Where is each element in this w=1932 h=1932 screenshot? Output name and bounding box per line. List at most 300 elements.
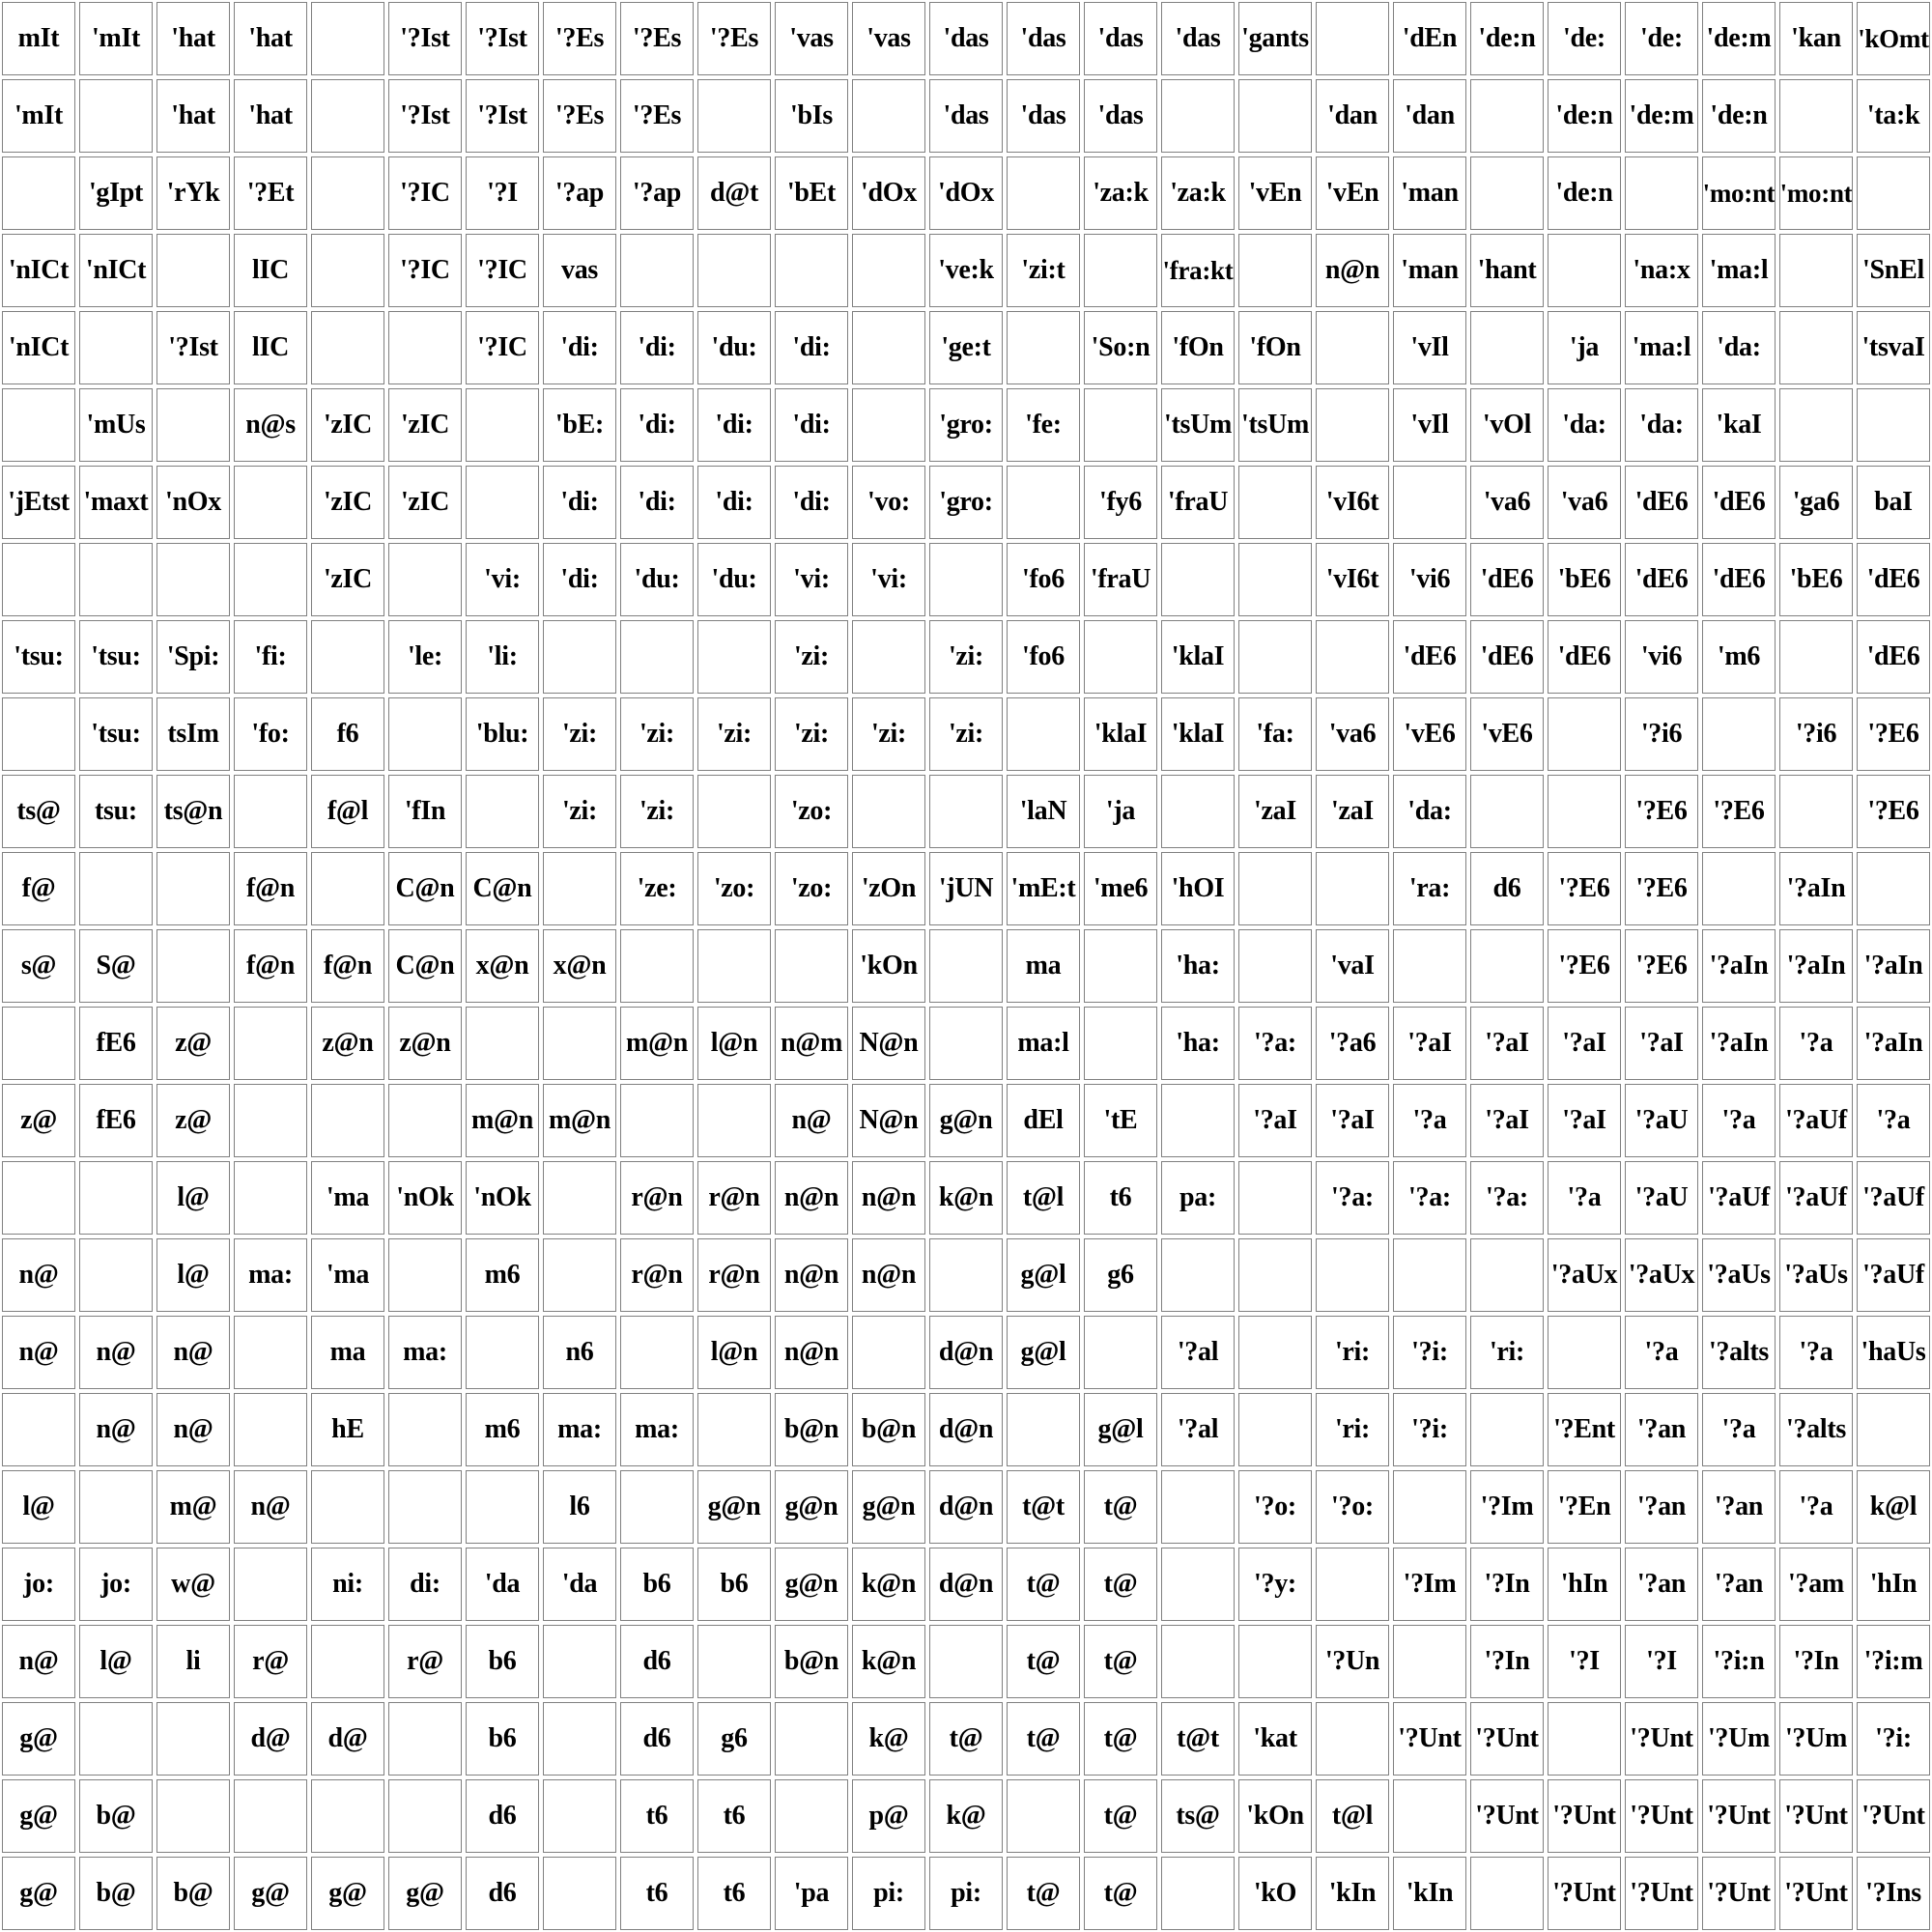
grid-cell: '?al <box>1161 1316 1235 1389</box>
grid-cell <box>2 388 75 462</box>
grid-cell <box>311 1625 384 1698</box>
grid-cell <box>1702 852 1776 925</box>
grid-cell: '?am <box>1779 1548 1853 1621</box>
grid-cell: b@ <box>156 1857 230 1930</box>
grid-cell: 'dan <box>1393 79 1466 153</box>
grid-cell <box>697 1084 771 1157</box>
grid-cell: t6 <box>697 1857 771 1930</box>
grid-cell <box>311 1470 384 1544</box>
grid-cell: 'zi: <box>929 620 1003 694</box>
grid-cell: ma:l <box>1007 1007 1080 1080</box>
grid-cell: 'ra: <box>1393 852 1466 925</box>
grid-cell: 'gro: <box>929 388 1003 462</box>
grid-cell: b6 <box>466 1702 539 1776</box>
grid-cell <box>311 620 384 694</box>
grid-cell: '?i6 <box>1625 697 1698 771</box>
grid-cell: 'nOx <box>156 466 230 539</box>
grid-cell: 'zIC <box>311 466 384 539</box>
grid-cell <box>311 234 384 307</box>
grid-cell: g@ <box>2 1857 75 1930</box>
grid-cell: '?i: <box>1393 1393 1466 1466</box>
grid-cell <box>2 1161 75 1235</box>
grid-cell <box>1470 929 1544 1003</box>
grid-cell: t@ <box>1084 1548 1157 1621</box>
grid-cell: 'kat <box>1238 1702 1312 1776</box>
grid-cell: '?E6 <box>1857 697 1930 771</box>
grid-cell: '?Ent <box>1548 1393 1621 1466</box>
grid-cell <box>79 852 153 925</box>
grid-cell: '?ap <box>543 156 616 230</box>
grid-cell: 'vaI <box>1316 929 1389 1003</box>
grid-cell: 'dE6 <box>1702 466 1776 539</box>
grid-cell: 'vo: <box>852 466 925 539</box>
grid-cell <box>1548 1316 1621 1389</box>
grid-cell <box>311 852 384 925</box>
grid-cell: 'dOx <box>852 156 925 230</box>
grid-cell: '?a: <box>1470 1161 1544 1235</box>
grid-cell <box>1161 1857 1235 1930</box>
grid-cell: 'du: <box>620 543 694 616</box>
grid-cell: n@n <box>775 1238 848 1312</box>
grid-cell: d6 <box>620 1625 694 1698</box>
grid-cell: '?E6 <box>1702 775 1776 848</box>
grid-cell: 'hIn <box>1548 1548 1621 1621</box>
grid-cell: n@ <box>2 1625 75 1698</box>
grid-cell <box>1316 1702 1389 1776</box>
grid-cell <box>79 1470 153 1544</box>
grid-cell: m6 <box>466 1238 539 1312</box>
grid-cell: ma <box>311 1316 384 1389</box>
grid-cell <box>852 775 925 848</box>
grid-cell: '?In <box>1779 1625 1853 1698</box>
grid-cell: 'gants <box>1238 2 1312 75</box>
grid-cell: g@n <box>775 1548 848 1621</box>
grid-cell: fE6 <box>79 1007 153 1080</box>
grid-cell: '?aUx <box>1625 1238 1698 1312</box>
grid-cell: '?Unt <box>1548 1857 1621 1930</box>
grid-cell: l@ <box>156 1161 230 1235</box>
grid-cell: C@n <box>388 929 462 1003</box>
grid-cell: 'za:k <box>1161 156 1235 230</box>
grid-cell: 'nICt <box>79 234 153 307</box>
grid-cell: 'zIC <box>388 466 462 539</box>
grid-cell: 'da: <box>1393 775 1466 848</box>
grid-cell: 'zi: <box>775 620 848 694</box>
grid-cell: m@n <box>543 1084 616 1157</box>
grid-cell: 'dOx <box>929 156 1003 230</box>
grid-cell <box>1238 620 1312 694</box>
grid-cell: 'de:n <box>1548 156 1621 230</box>
grid-cell: 'vI6t <box>1316 543 1389 616</box>
grid-cell: '?I <box>1548 1625 1621 1698</box>
grid-cell: n@m <box>775 1007 848 1080</box>
grid-cell: t@ <box>1084 1625 1157 1698</box>
grid-cell: 'Spi: <box>156 620 230 694</box>
grid-cell: 'das <box>929 2 1003 75</box>
grid-cell: 'hant <box>1470 234 1544 307</box>
grid-cell <box>1084 929 1157 1003</box>
grid-cell: 'di: <box>620 388 694 462</box>
grid-cell <box>1316 1238 1389 1312</box>
grid-cell <box>1470 1393 1544 1466</box>
grid-cell: 'fo: <box>234 697 307 771</box>
grid-cell <box>156 388 230 462</box>
grid-cell: '?Ist <box>388 79 462 153</box>
grid-cell: '?a: <box>1393 1161 1466 1235</box>
grid-cell <box>1007 697 1080 771</box>
grid-cell <box>1238 1393 1312 1466</box>
grid-cell <box>852 620 925 694</box>
grid-cell: '?E6 <box>1548 852 1621 925</box>
grid-cell <box>1779 234 1853 307</box>
grid-cell: '?E6 <box>1857 775 1930 848</box>
grid-cell <box>234 775 307 848</box>
grid-cell: '?a: <box>1238 1007 1312 1080</box>
grid-cell <box>234 1393 307 1466</box>
grid-cell <box>929 1238 1003 1312</box>
grid-cell: 'kIn <box>1393 1857 1466 1930</box>
grid-cell: d6 <box>466 1857 539 1930</box>
grid-cell <box>929 775 1003 848</box>
grid-cell <box>311 156 384 230</box>
grid-cell <box>388 1393 462 1466</box>
grid-cell: 'dE6 <box>1625 466 1698 539</box>
grid-cell: '?a6 <box>1316 1007 1389 1080</box>
grid-cell: n@ <box>2 1238 75 1312</box>
grid-cell: 'tsu: <box>2 620 75 694</box>
grid-cell <box>543 1007 616 1080</box>
grid-cell: t@l <box>1316 1779 1389 1853</box>
grid-cell: 'de:m <box>1625 79 1698 153</box>
grid-cell: ts@ <box>2 775 75 848</box>
grid-cell <box>156 1779 230 1853</box>
grid-cell <box>1470 311 1544 384</box>
grid-cell: 'da: <box>1548 388 1621 462</box>
grid-cell: 'me6 <box>1084 852 1157 925</box>
grid-cell <box>234 466 307 539</box>
grid-cell <box>311 2 384 75</box>
grid-cell: '?ap <box>620 156 694 230</box>
grid-cell: '?i: <box>1857 1702 1930 1776</box>
grid-cell: mIt <box>2 2 75 75</box>
grid-cell: '?E6 <box>1625 929 1698 1003</box>
grid-cell: '?Unt <box>1702 1857 1776 1930</box>
grid-cell: l@n <box>697 1007 771 1080</box>
grid-cell <box>775 929 848 1003</box>
grid-cell: 'di: <box>543 543 616 616</box>
grid-cell: 'laN <box>1007 775 1080 848</box>
grid-cell: '?I <box>466 156 539 230</box>
grid-cell: 'ja <box>1548 311 1621 384</box>
grid-cell: 'di: <box>775 466 848 539</box>
grid-cell: r@n <box>620 1238 694 1312</box>
grid-cell: n@ <box>156 1316 230 1389</box>
grid-cell: t@ <box>1084 1857 1157 1930</box>
grid-cell <box>1470 775 1544 848</box>
grid-cell: 'fi: <box>234 620 307 694</box>
grid-cell <box>1393 466 1466 539</box>
grid-cell <box>234 1084 307 1157</box>
grid-cell <box>1007 1393 1080 1466</box>
grid-cell: 'm6 <box>1702 620 1776 694</box>
grid-cell: 'di: <box>697 388 771 462</box>
grid-cell: 'li: <box>466 620 539 694</box>
grid-cell: C@n <box>388 852 462 925</box>
grid-cell: '?Ist <box>466 2 539 75</box>
grid-cell: 'bEt <box>775 156 848 230</box>
grid-cell: 'va6 <box>1316 697 1389 771</box>
grid-cell: d6 <box>1470 852 1544 925</box>
grid-cell: 'jUN <box>929 852 1003 925</box>
grid-cell: ma <box>1007 929 1080 1003</box>
grid-cell: 'di: <box>697 466 771 539</box>
grid-cell: '?a <box>1625 1316 1698 1389</box>
grid-cell: d@ <box>311 1702 384 1776</box>
grid-cell: d@n <box>929 1548 1003 1621</box>
grid-cell: 'gro: <box>929 466 1003 539</box>
grid-cell: 'zi: <box>852 697 925 771</box>
grid-cell: 'pa <box>775 1857 848 1930</box>
grid-cell: g@ <box>234 1857 307 1930</box>
grid-cell <box>543 1702 616 1776</box>
grid-cell <box>79 311 153 384</box>
grid-cell: 'di: <box>620 466 694 539</box>
grid-cell: 'kIn <box>1316 1857 1389 1930</box>
grid-cell: t@ <box>1084 1702 1157 1776</box>
grid-cell: '?aIn <box>1702 929 1776 1003</box>
grid-cell: 'nICt <box>2 311 75 384</box>
grid-cell <box>1238 543 1312 616</box>
grid-cell: z@n <box>311 1007 384 1080</box>
grid-cell <box>466 388 539 462</box>
grid-cell: 'fo6 <box>1007 543 1080 616</box>
grid-cell: '?Unt <box>1779 1779 1853 1853</box>
grid-cell: '?i:n <box>1702 1625 1776 1698</box>
grid-cell: f@l <box>311 775 384 848</box>
grid-cell: li <box>156 1625 230 1698</box>
grid-cell: '?Im <box>1470 1470 1544 1544</box>
grid-cell: 'zi: <box>620 697 694 771</box>
grid-cell: 'dE6 <box>1857 543 1930 616</box>
grid-cell: 'zaI <box>1238 775 1312 848</box>
grid-cell <box>697 929 771 1003</box>
grid-cell: g@ <box>2 1702 75 1776</box>
grid-cell: 'vi: <box>466 543 539 616</box>
grid-cell: 'de:n <box>1470 2 1544 75</box>
grid-cell: tsu: <box>79 775 153 848</box>
grid-cell: '?Um <box>1779 1702 1853 1776</box>
grid-cell: 'fraU <box>1161 466 1235 539</box>
grid-cell: 'ze: <box>620 852 694 925</box>
grid-cell: '?Unt <box>1779 1857 1853 1930</box>
grid-cell <box>466 1316 539 1389</box>
grid-cell: ts@ <box>1161 1779 1235 1853</box>
grid-cell: 'za:k <box>1084 156 1157 230</box>
grid-cell <box>156 234 230 307</box>
grid-cell <box>234 1548 307 1621</box>
grid-cell: '?E6 <box>1625 775 1698 848</box>
grid-cell: '?i: <box>1393 1316 1466 1389</box>
grid-cell: 'da <box>466 1548 539 1621</box>
grid-cell: f@n <box>311 929 384 1003</box>
grid-cell: 'mo:nt <box>1702 156 1776 230</box>
grid-cell <box>1007 466 1080 539</box>
grid-cell: '?Unt <box>1470 1779 1544 1853</box>
grid-cell: 'ma <box>311 1161 384 1235</box>
grid-cell: 'fOn <box>1161 311 1235 384</box>
grid-cell: n@n <box>775 1161 848 1235</box>
grid-cell <box>388 1779 462 1853</box>
grid-cell: d@n <box>929 1470 1003 1544</box>
grid-cell <box>388 1702 462 1776</box>
grid-cell: n@n <box>775 1316 848 1389</box>
grid-cell: f@n <box>234 852 307 925</box>
grid-cell: '?E6 <box>1625 852 1698 925</box>
grid-cell: w@ <box>156 1548 230 1621</box>
grid-cell: 'ma <box>311 1238 384 1312</box>
grid-cell: '?aIn <box>1779 929 1853 1003</box>
grid-cell: p@ <box>852 1779 925 1853</box>
grid-cell <box>852 388 925 462</box>
grid-cell: '?aUf <box>1857 1238 1930 1312</box>
grid-cell: 'nICt <box>2 234 75 307</box>
grid-cell: k@ <box>852 1702 925 1776</box>
grid-cell: 'du: <box>697 311 771 384</box>
grid-cell: m6 <box>466 1393 539 1466</box>
grid-cell: '?Es <box>697 2 771 75</box>
grid-cell: 'vEn <box>1316 156 1389 230</box>
grid-cell: t@ <box>1007 1702 1080 1776</box>
grid-cell: '?y: <box>1238 1548 1312 1621</box>
grid-cell: lIC <box>234 311 307 384</box>
grid-cell: '?Unt <box>1625 1779 1698 1853</box>
grid-cell <box>1393 1779 1466 1853</box>
grid-cell: 'ta:k <box>1857 79 1930 153</box>
grid-cell <box>1161 543 1235 616</box>
grid-cell <box>79 1238 153 1312</box>
grid-cell: 'dE6 <box>1470 543 1544 616</box>
grid-cell: '?Es <box>620 2 694 75</box>
grid-cell: 'blu: <box>466 697 539 771</box>
grid-cell <box>1238 852 1312 925</box>
grid-cell: 'hat <box>234 79 307 153</box>
grid-cell <box>929 929 1003 1003</box>
grid-cell: '?an <box>1625 1470 1698 1544</box>
grid-cell: 'hat <box>156 2 230 75</box>
grid-cell: 'tsUm <box>1161 388 1235 462</box>
grid-cell: baI <box>1857 466 1930 539</box>
grid-cell: 'dE6 <box>1857 620 1930 694</box>
grid-cell <box>1084 1316 1157 1389</box>
grid-cell: f@ <box>2 852 75 925</box>
grid-cell <box>1161 1238 1235 1312</box>
grid-cell: t@ <box>1007 1857 1080 1930</box>
grid-cell <box>1779 388 1853 462</box>
grid-cell: '?o: <box>1238 1470 1312 1544</box>
grid-cell: t6 <box>1084 1161 1157 1235</box>
grid-cell: 'kOn <box>852 929 925 1003</box>
grid-cell: '?a <box>1779 1316 1853 1389</box>
grid-cell: 'ha: <box>1161 929 1235 1003</box>
grid-cell: r@ <box>234 1625 307 1698</box>
grid-cell: '?a <box>1702 1393 1776 1466</box>
grid-cell: 'di: <box>775 388 848 462</box>
grid-cell: 'dE6 <box>1393 620 1466 694</box>
grid-cell: '?an <box>1702 1548 1776 1621</box>
grid-cell: '?aI <box>1470 1007 1544 1080</box>
grid-cell: 'vI6t <box>1316 466 1389 539</box>
grid-cell: 'dEn <box>1393 2 1466 75</box>
grid-cell: 'du: <box>697 543 771 616</box>
grid-cell: '?In <box>1470 1548 1544 1621</box>
grid-cell: s@ <box>2 929 75 1003</box>
grid-cell: 'mIt <box>79 2 153 75</box>
grid-cell: r@n <box>697 1161 771 1235</box>
grid-cell: b@n <box>852 1393 925 1466</box>
grid-cell: 'klaI <box>1161 620 1235 694</box>
grid-cell <box>1084 234 1157 307</box>
grid-cell: n6 <box>543 1316 616 1389</box>
grid-cell: '?En <box>1548 1470 1621 1544</box>
grid-cell <box>543 1161 616 1235</box>
grid-cell: '?i:m <box>1857 1625 1930 1698</box>
grid-cell: '?aIn <box>1702 1007 1776 1080</box>
grid-cell: t@ <box>1084 1470 1157 1544</box>
grid-cell: 'mo:nt <box>1779 156 1853 230</box>
grid-cell <box>1857 1393 1930 1466</box>
grid-cell <box>1393 1470 1466 1544</box>
grid-cell <box>1238 234 1312 307</box>
grid-cell: t6 <box>697 1779 771 1853</box>
grid-cell: '?aU <box>1625 1084 1698 1157</box>
grid-cell: tsIm <box>156 697 230 771</box>
grid-cell: ma: <box>234 1238 307 1312</box>
grid-cell: 'mIt <box>2 79 75 153</box>
grid-cell: '?a <box>1702 1084 1776 1157</box>
grid-cell <box>697 234 771 307</box>
grid-cell: '?aI <box>1548 1084 1621 1157</box>
grid-cell: l@ <box>79 1625 153 1698</box>
grid-cell: 'tE <box>1084 1084 1157 1157</box>
grid-cell <box>1857 852 1930 925</box>
grid-cell: '?aI <box>1625 1007 1698 1080</box>
grid-cell: ni: <box>311 1548 384 1621</box>
grid-cell <box>620 1316 694 1389</box>
grid-cell: '?aIn <box>1857 1007 1930 1080</box>
grid-cell: m@n <box>466 1084 539 1157</box>
grid-cell: C@n <box>466 852 539 925</box>
grid-cell: 'bIs <box>775 79 848 153</box>
grid-cell: hE <box>311 1393 384 1466</box>
grid-cell: ma: <box>388 1316 462 1389</box>
grid-cell: 'tsu: <box>79 620 153 694</box>
grid-cell: 'zo: <box>775 775 848 848</box>
grid-cell: 'zi:t <box>1007 234 1080 307</box>
grid-cell <box>234 543 307 616</box>
grid-cell: g6 <box>697 1702 771 1776</box>
grid-cell <box>1702 697 1776 771</box>
grid-cell: 'zo: <box>697 852 771 925</box>
grid-cell <box>620 620 694 694</box>
grid-cell <box>543 852 616 925</box>
grid-cell: t@t <box>1007 1470 1080 1544</box>
grid-cell: t@ <box>1007 1625 1080 1698</box>
grid-cell <box>466 466 539 539</box>
grid-cell: b6 <box>620 1548 694 1621</box>
grid-cell: 'bE: <box>543 388 616 462</box>
grid-cell <box>79 1161 153 1235</box>
grid-cell <box>466 775 539 848</box>
